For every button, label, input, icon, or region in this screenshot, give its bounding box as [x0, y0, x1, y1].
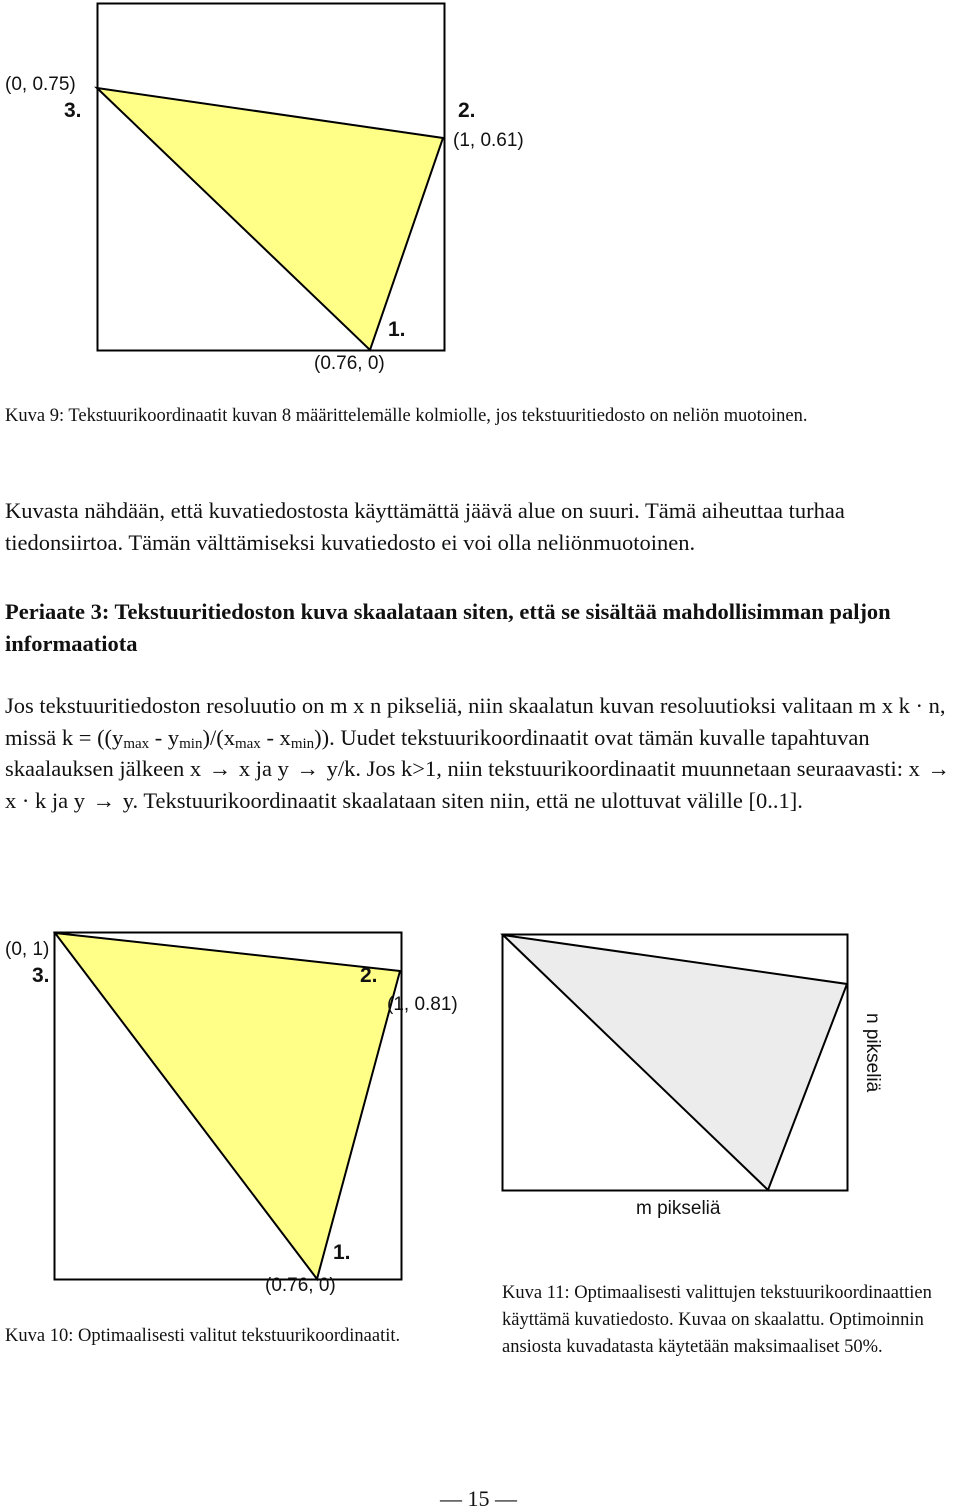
vertex3-label: 3. — [32, 964, 50, 987]
figure-10-caption: Kuva 10: Optimaalisesti valitut tekstuurikoordinaatit. — [5, 1326, 401, 1346]
vertex2-coordinate: (1, 0.81) — [387, 994, 458, 1015]
paragraph-unused-area: Kuvasta nähdään, että kuvatiedostosta käyttämättä jäävä alue on suuri. Tämä aiheuttaa turhaa tiedonsiirtoa. Tämän välttämiseksi kuvatiedosto ei voi olla neliönmuotoinen. — [5, 498, 845, 555]
subscript-min: min — [179, 735, 203, 752]
vertex3-coordinate: (0, 1) — [5, 939, 50, 960]
text-segment: y. Tekstuurikoordinaatit skaalataan siten niin, että ne ulottuvat välille [0..1]. — [117, 787, 803, 813]
figure-9-caption: Kuva 9: Tekstuurikoordinaatit kuvan 8 määrittelemälle kolmiolle, jos tekstuuritiedosto on neliön muotoinen. — [5, 406, 808, 426]
width-label: m pikseliä — [636, 1198, 721, 1219]
text-segment: Jos tekstuuritiedoston resoluutio on m x n pikseliä, niin skaalatun kuvan resoluutioksi valitaan m x k · n, missä k = ((y — [5, 693, 946, 750]
vertex2-coordinate: (1, 0.61) — [453, 130, 524, 151]
text-segment: )/(x — [202, 724, 235, 750]
principle-3-heading: Periaate 3: Tekstuuritiedoston kuva skaalataan siten, että se sisältää mahdollisimman paljon informaatiota — [5, 599, 891, 656]
text-segment: )). Uudet tekstuurikoordinaatit ovat tämän kuvalle tapahtuvan skaalauksen jälkeen x — [5, 724, 870, 781]
text-segment: x ja y — [233, 756, 295, 781]
vertex2-label: 2. — [360, 964, 378, 987]
image-triangle — [503, 935, 847, 1190]
subscript-min: min — [290, 735, 315, 752]
arrow-right-icon: → — [927, 756, 951, 781]
subscript-max: max — [123, 735, 150, 752]
vertex3-label: 3. — [64, 99, 82, 122]
vertex1-label: 1. — [388, 318, 406, 341]
vertex2-label: 2. — [458, 99, 476, 122]
text-segment: - x — [260, 724, 291, 750]
vertex1-label: 1. — [333, 1241, 351, 1264]
arrow-right-icon: → — [208, 756, 232, 781]
text-segment: y/k. Jos k>1, niin tekstuurikoordinaatit muunnetaan seuraavasti: x — [321, 756, 926, 781]
text-segment: - y — [149, 724, 180, 750]
page-number: — 15 — — [440, 1486, 517, 1511]
vertex3-coordinate: (0, 0.75) — [5, 74, 76, 95]
text-segment: x · k ja y — [5, 787, 91, 813]
arrow-right-icon: → — [296, 756, 320, 781]
vertex1-coordinate: (0.76, 0) — [314, 353, 385, 374]
vertex1-coordinate: (0.76, 0) — [265, 1275, 336, 1296]
subscript-max: max — [234, 735, 261, 752]
figure-11-caption: Kuva 11: Optimaalisesti valittujen tekstuurikoordinaattien käyttämä kuvatiedosto. Kuvaa on skaalattu. Optimoinnin ansiosta kuvadatasta käytetään maksimaaliset 50%. — [502, 1283, 932, 1357]
height-label: n pikseliä — [862, 1013, 883, 1093]
arrow-right-icon: → — [92, 787, 116, 813]
